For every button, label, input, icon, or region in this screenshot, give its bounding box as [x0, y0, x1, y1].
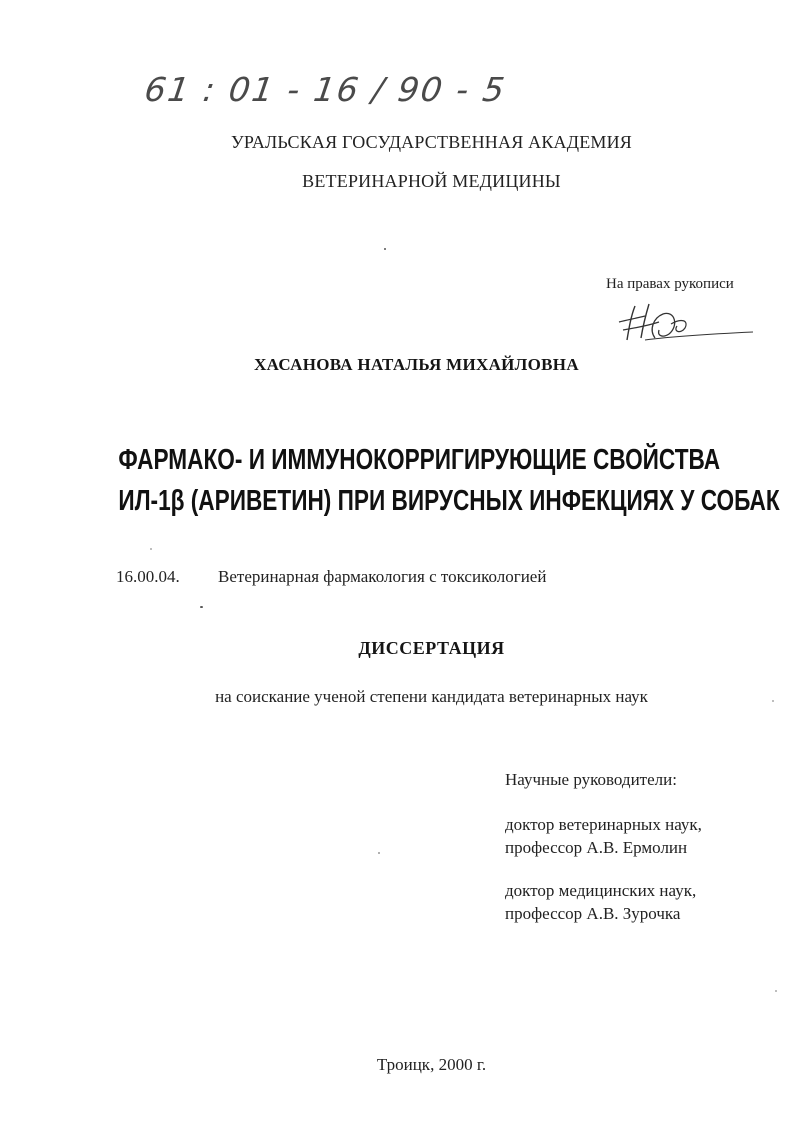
specialty-code: 16.00.04. [116, 567, 180, 586]
supervisor-name: профессор А.В. Ермолин [505, 838, 688, 857]
place-and-year: Троицк, 2000 г. [376, 1055, 487, 1074]
scan-speck [384, 248, 386, 250]
degree-statement: на соискание ученой степени кандидата ветеринарных наук [215, 687, 648, 706]
dissertation-title-line-2: ИЛ-1β (АРИВЕТИН) ПРИ ВИРУСНЫХ ИНФЕКЦИЯХ У СОБАК [118, 485, 780, 517]
supervisor-degree: доктор медицинских наук, [505, 881, 697, 900]
supervisor-entry [505, 813, 702, 859]
dissertation-title-line-1: ФАРМАКО- И ИММУНОКОРРИГИРУЮЩИЕ СВОЙСТВА [118, 444, 721, 476]
supervisors-block [505, 768, 702, 945]
supervisor-degree: доктор ветеринарных наук, [505, 815, 702, 834]
specialty-name: Ветеринарная фармакология с токсикологией [218, 567, 547, 586]
scan-speck [775, 990, 777, 992]
supervisor-name: профессор А.В. Зурочка [505, 904, 681, 923]
scan-speck [772, 700, 774, 702]
handwritten-archive-number: 61 : 01 - 16 / 90 - 5 [142, 70, 509, 109]
institution-line-1: УРАЛЬСКАЯ ГОСУДАРСТВЕННАЯ АКАДЕМИЯ [230, 132, 633, 152]
author-name: ХАСАНОВА НАТАЛЬЯ МИХАЙЛОВНА [254, 355, 579, 374]
supervisor-entry [505, 879, 702, 925]
scan-speck [150, 548, 152, 550]
institution-line-2: ВЕТЕРИНАРНОЙ МЕДИЦИНЫ [302, 171, 561, 191]
document-type: ДИССЕРТАЦИЯ [358, 638, 505, 658]
signature-icon [615, 300, 755, 348]
scan-speck [200, 606, 203, 608]
supervisors-heading: Научные руководители: [505, 770, 677, 789]
scan-speck [378, 852, 380, 854]
rights-note: На правах рукописи [606, 276, 734, 292]
